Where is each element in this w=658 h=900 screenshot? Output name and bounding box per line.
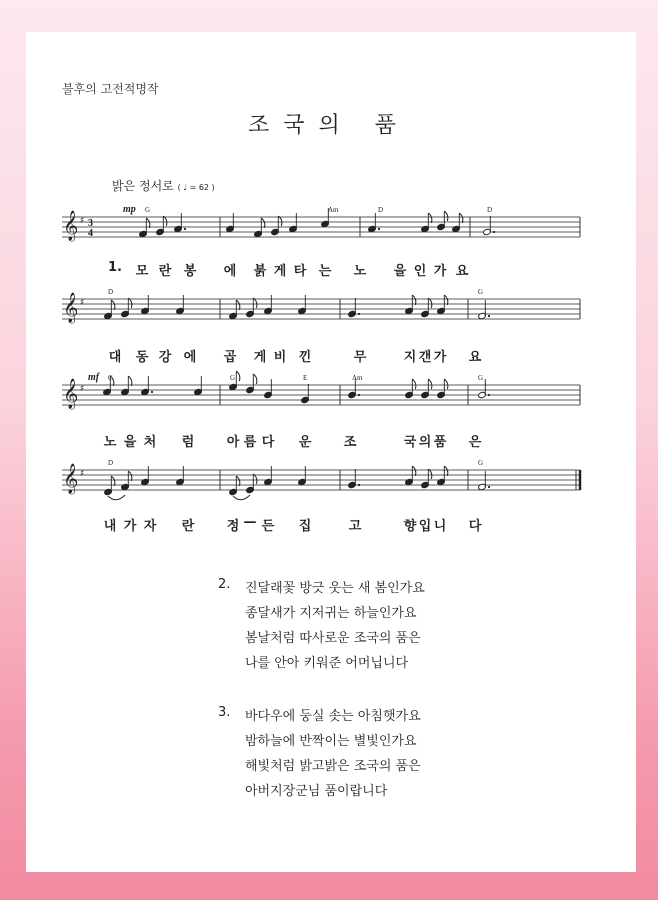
- lyric-syllable: 니: [433, 519, 447, 534]
- note-flag: [412, 466, 416, 476]
- verse-number: 2.: [218, 577, 231, 592]
- chord-symbol: G: [478, 374, 484, 382]
- lyric-syllable: 지: [403, 350, 417, 365]
- lyric-syllable: 동: [135, 350, 149, 365]
- lyric-syllable: 내: [103, 519, 117, 534]
- verse-line: 밤하늘에 반짝이는 별빛인가요: [245, 734, 417, 749]
- lyric-syllable: 란: [158, 264, 172, 279]
- verse-line: 해빛처럼 밝고밝은 조국의 품은: [245, 759, 421, 774]
- lyric-syllable: —: [243, 515, 257, 530]
- chord-symbol: G: [230, 374, 236, 382]
- note-flag: [444, 211, 448, 221]
- tempo-text: 밝은 정서로: [112, 179, 174, 193]
- lyric-syllable: 다: [468, 519, 482, 534]
- lyric-syllable: 곱: [223, 350, 237, 365]
- lyric-syllable: 란: [181, 519, 195, 534]
- lyric-syllable: 요: [455, 264, 469, 279]
- sharp-icon: ♯: [80, 384, 85, 394]
- lyric-syllable: 아: [226, 435, 240, 450]
- treble-clef-icon: 𝄞: [63, 293, 79, 323]
- note-flag: [428, 213, 432, 223]
- verse-line: 진달래꽃 방긋 웃는 새 봄인가요: [245, 581, 425, 596]
- note-flag: [428, 298, 432, 308]
- note-dot: [184, 228, 186, 230]
- time-signature-top: 3: [88, 218, 93, 229]
- lyric-syllable: 게: [273, 264, 287, 279]
- lyric-syllable: 붉: [253, 264, 267, 279]
- lyric-syllable: 집: [298, 519, 312, 534]
- note-flag: [236, 371, 240, 381]
- note-flag: [428, 469, 432, 479]
- chord-symbol: D: [108, 288, 114, 296]
- staff-system: [62, 206, 580, 242]
- note-dot: [358, 484, 360, 486]
- chord-symbol: E: [303, 374, 308, 382]
- dynamic-marking: mp: [123, 204, 136, 215]
- note-dot: [358, 394, 360, 396]
- metronome-mark: ( ♩ = 62 ): [177, 183, 215, 192]
- lyric-syllable: 의: [418, 435, 432, 450]
- chord-symbol: Am: [328, 206, 339, 214]
- note-flag: [128, 471, 132, 481]
- lyric-syllable: 낀: [298, 350, 312, 365]
- lyric-syllable: 품: [433, 435, 447, 450]
- note-flag: [236, 300, 240, 310]
- note-flag: [111, 476, 115, 486]
- lyric-syllable: 고: [348, 519, 362, 534]
- lyric-syllable: 비: [273, 350, 287, 365]
- lyric-syllable: 갠: [418, 350, 432, 365]
- chord-symbol: C: [108, 374, 113, 382]
- lyric-syllable: 운: [298, 435, 312, 450]
- note-flag: [444, 466, 448, 476]
- note-flag: [128, 298, 132, 308]
- note-dot: [378, 228, 380, 230]
- lyric-syllable: 게: [253, 350, 267, 365]
- lyric-syllable: 타: [293, 264, 307, 279]
- lyric-syllable: 은: [468, 435, 482, 450]
- note-flag: [444, 379, 448, 389]
- sharp-icon: ♯: [80, 469, 85, 479]
- lyric-syllable: 모: [135, 264, 149, 279]
- lyric-syllable: 럼: [181, 435, 195, 450]
- lyric-syllable: 자: [143, 519, 157, 534]
- lyric-syllable: 강: [158, 350, 172, 365]
- lyric-syllable: 정: [226, 519, 240, 534]
- tie: [233, 495, 250, 500]
- note-dot: [493, 231, 495, 233]
- treble-clef-icon: 𝄞: [63, 464, 79, 494]
- chord-symbol: Am: [352, 374, 363, 382]
- verse-line: 나를 안아 키워준 어머닙니다: [245, 656, 409, 671]
- lyric-syllable: 대: [108, 350, 122, 365]
- lyric-syllable: 든: [261, 519, 275, 534]
- note-flag: [444, 295, 448, 305]
- note-dot: [488, 315, 490, 317]
- lyric-syllable: 을: [123, 435, 137, 450]
- verse-line: 아버지장군님 품이랍니다: [245, 784, 388, 799]
- verse-line: 종달새가 지저귀는 하늘인가요: [245, 606, 417, 621]
- note-dot: [358, 313, 360, 315]
- lyric-syllable: 입: [418, 519, 432, 534]
- note-flag: [412, 295, 416, 305]
- chord-symbol: D: [108, 459, 114, 467]
- staff-system: [62, 288, 580, 324]
- chord-symbol: G: [145, 206, 151, 214]
- lyric-syllable: 봉: [183, 264, 197, 279]
- lyric-syllable: 가: [433, 350, 447, 365]
- chord-symbol: G: [478, 459, 484, 467]
- lyric-syllable: 처: [143, 435, 157, 450]
- note-flag: [253, 298, 257, 308]
- lyric-syllable: 향: [403, 519, 417, 534]
- song-title: 조국의 품: [247, 113, 410, 138]
- note-flag: [236, 476, 240, 486]
- lyric-syllable: 조: [343, 435, 357, 450]
- chord-symbol: D: [378, 206, 384, 214]
- note-flag: [278, 216, 282, 226]
- note-dot: [151, 391, 153, 393]
- time-signature-bottom: 4: [88, 228, 93, 239]
- lyric-syllable: 가: [433, 264, 447, 279]
- lyric-syllable: 에: [183, 350, 197, 365]
- lyric-syllable: 가: [123, 519, 137, 534]
- chord-symbol: G: [478, 288, 484, 296]
- series-label: 불후의 고전적명작: [62, 82, 159, 96]
- note-flag: [428, 379, 432, 389]
- note-flag: [459, 213, 463, 223]
- verse-line: 봄날처럼 따사로운 조국의 품은: [245, 631, 421, 646]
- note-flag: [111, 300, 115, 310]
- lyric-syllable: 노: [353, 264, 367, 279]
- chord-symbol: D: [487, 206, 493, 214]
- lyric-syllable: 인: [413, 264, 427, 279]
- dynamic-marking: mf: [88, 372, 100, 383]
- verse-line: 바다우에 둥실 솟는 아침햇가요: [245, 709, 421, 724]
- note-flag: [261, 218, 265, 228]
- note-flag: [253, 374, 257, 384]
- lyric-syllable: 름: [243, 435, 257, 450]
- staff-system: [62, 459, 580, 500]
- staff-system: [62, 371, 580, 410]
- lyric-syllable: 다: [261, 435, 275, 450]
- tie: [108, 495, 125, 500]
- note-flag: [163, 216, 167, 226]
- lyric-syllable: 는: [318, 264, 332, 279]
- lyric-syllable: 노: [103, 435, 117, 450]
- verse-number: 3.: [218, 705, 231, 720]
- note-flag: [128, 376, 132, 386]
- note-flag: [146, 218, 150, 228]
- sharp-icon: ♯: [80, 298, 85, 308]
- note-dot: [488, 486, 490, 488]
- note-dot: [488, 394, 490, 396]
- lyric-syllable: 국: [403, 435, 417, 450]
- lyric-syllable: 1.: [108, 260, 122, 275]
- note-flag: [412, 379, 416, 389]
- lyric-syllable: 을: [393, 264, 407, 279]
- sharp-icon: ♯: [80, 216, 85, 226]
- treble-clef-icon: 𝄞: [63, 211, 79, 241]
- note-flag: [253, 474, 257, 484]
- lyric-syllable: 무: [353, 350, 367, 365]
- treble-clef-icon: 𝄞: [63, 379, 79, 409]
- lyric-syllable: 에: [223, 264, 237, 279]
- lyric-syllable: 요: [468, 350, 482, 365]
